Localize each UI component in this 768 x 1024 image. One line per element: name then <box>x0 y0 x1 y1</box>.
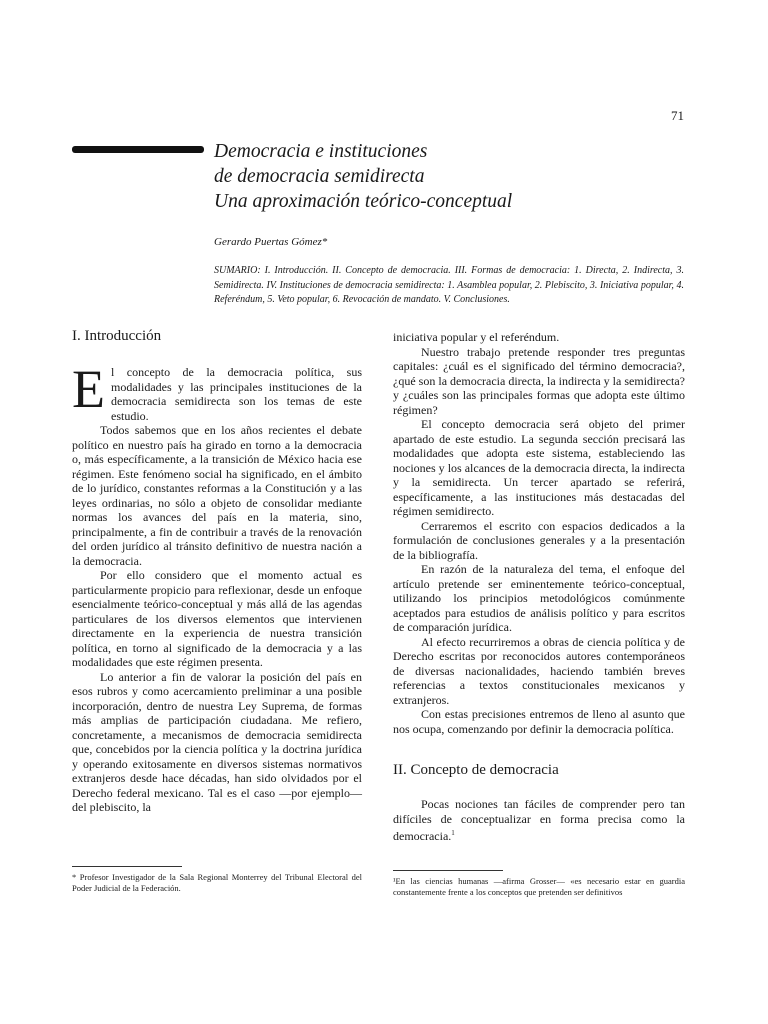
title-line-3: Una aproximación teórico-conceptual <box>214 191 513 212</box>
right-paragraph-6: Al efecto recurriremos a obras de ciencia política y de Derecho escritas por reconocidos autores contemporáneos de diversas nacionalidades, haciendo también breves referencias a textos constitucionales mexicanos y extranjeros. <box>393 634 685 707</box>
summary: SUMARIO: I. Introducción. II. Concepto de democracia. III. Formas de democracia: 1. Directa, 2. Indirecta, 3. Semidirecta. IV. Instituciones de democracia semidirecta: 1. Asamblea popular, 2. Plebiscito, 3. Iniciativa popular, 4. Referéndum, 5. Veto popular, 6. Revocación de mandato. V. Conclusiones. <box>214 265 684 305</box>
title-decoration-bar <box>72 146 204 153</box>
right-paragraph-8 <box>393 797 685 844</box>
right-paragraph-4: Cerraremos el escrito con espacios dedicados a la formulación de conclusiones generales y a la presentación de la bibliografía. <box>393 518 685 562</box>
page-number: 71 <box>671 108 684 123</box>
footnote-rule-left <box>72 866 182 867</box>
section-heading-concepto: II. Concepto de democracia <box>393 762 559 778</box>
article-title <box>214 139 674 214</box>
drop-cap: E <box>72 359 105 419</box>
title-line-1: Democracia e instituciones <box>214 141 428 162</box>
right-column <box>393 330 685 844</box>
right-paragraph-2: Nuestro trabajo pretende responder tres preguntas capitales: ¿cuál es el significado del término democracia?, ¿qué son la democracia directa, la indirecta y la semidirecta? y ¿cuáles son las principales formas que adopta este último régimen? <box>393 344 685 417</box>
author-name: Gerardo Puertas Gómez* <box>214 236 328 248</box>
intro-paragraph-3: Por ello considero que el momento actual es particularmente propicio para reflexionar, desde un enfoque esencialmente teórico-conceptual y más allá de las agendas particulares de los diversos elementos que intervienen directamente en la experiencia de nuestra transición política, en torno al significado de la democracia y a las modalidades que este régimen presenta. <box>72 568 362 669</box>
right-paragraph-3: El concepto democracia será objeto del primer apartado de este estudio. La segunda sección precisará las modalidades que adopta este sistema, estableciendo las nociones y los alcances de la democracia directa, la indirecta y la semidirecta. Un tercer apartado se referirá, específicamente, a las instituciones más destacadas del régimen semidirecto. <box>393 417 685 518</box>
footnote-rule-right <box>393 870 503 871</box>
right-paragraph-1: iniciativa popular y el referéndum. <box>393 330 560 344</box>
intro-paragraph-2: Todos sabemos que en los años recientes el debate político en nuestro país ha girado en torno a la democracia o, más específicamente, a la transición de México hacia ese régimen. Este fenómeno social ha significado, en el ámbito de lo jurídico, constantes reformas a la Constitución y a las leyes ordinarias, no sólo a objeto de consolidar mediante normas los avances del país en la materia, sino, principalmente, a fin de contribuir a través de la renovación del orden jurídico al tránsito definitivo de nuestra nación a la democracia. <box>72 423 362 568</box>
title-line-2: de democracia semidirecta <box>214 166 425 187</box>
section-heading-introduccion: I. Introducción <box>72 328 162 344</box>
left-column <box>72 328 362 815</box>
intro-paragraph-1-text: l concepto de la democracia política, sus modalidades y las principales instituciones de la democracia semidirecta son los temas de este estudio. <box>111 365 362 423</box>
intro-paragraph-4: Lo anterior a fin de valorar la posición del país en esos rubros y como acercamiento preliminar a una posible incorporación, dentro de nuestra Ley Suprema, de formas más amplias de participación ciudadana. Me refiero, concretamente, a mecanismos de democracia semidirecta que, concebidos por la ciencia política y la doctrina jurídica y operando exitosamente en diversos sistemas normativos extranjeros desde hace décadas, han sido olvidados por el Derecho federal mexicano. Tal es el caso —por ejemplo— del plebiscito, la <box>72 669 362 814</box>
footnote-marker-1: 1 <box>451 829 455 837</box>
right-paragraph-7: Con estas precisiones entremos de lleno al asunto que nos ocupa, comenzando por definir la democracia política. <box>393 707 685 736</box>
footnote-left: * Profesor Investigador de la Sala Regional Monterrey del Tribunal Electoral del Poder Judicial de la Federación. <box>72 872 362 893</box>
intro-paragraph-1 <box>72 359 362 423</box>
footnote-right: ¹En las ciencias humanas —afirma Grosser— «es necesario estar en guardia constantemente frente a los conceptos que pretenden ser definitivos <box>393 876 685 897</box>
right-paragraph-5: En razón de la naturaleza del tema, el enfoque del artículo pretende ser eminentemente teórico-conceptual, utilizando los principios metodológicos comúnmente aceptados para estudios de análisis político y para escritos de comparación jurídica. <box>393 562 685 634</box>
right-paragraph-8-text: Pocas nociones tan fáciles de comprender pero tan difíciles de conceptualizar en forma precisa como la democracia. <box>393 797 685 843</box>
